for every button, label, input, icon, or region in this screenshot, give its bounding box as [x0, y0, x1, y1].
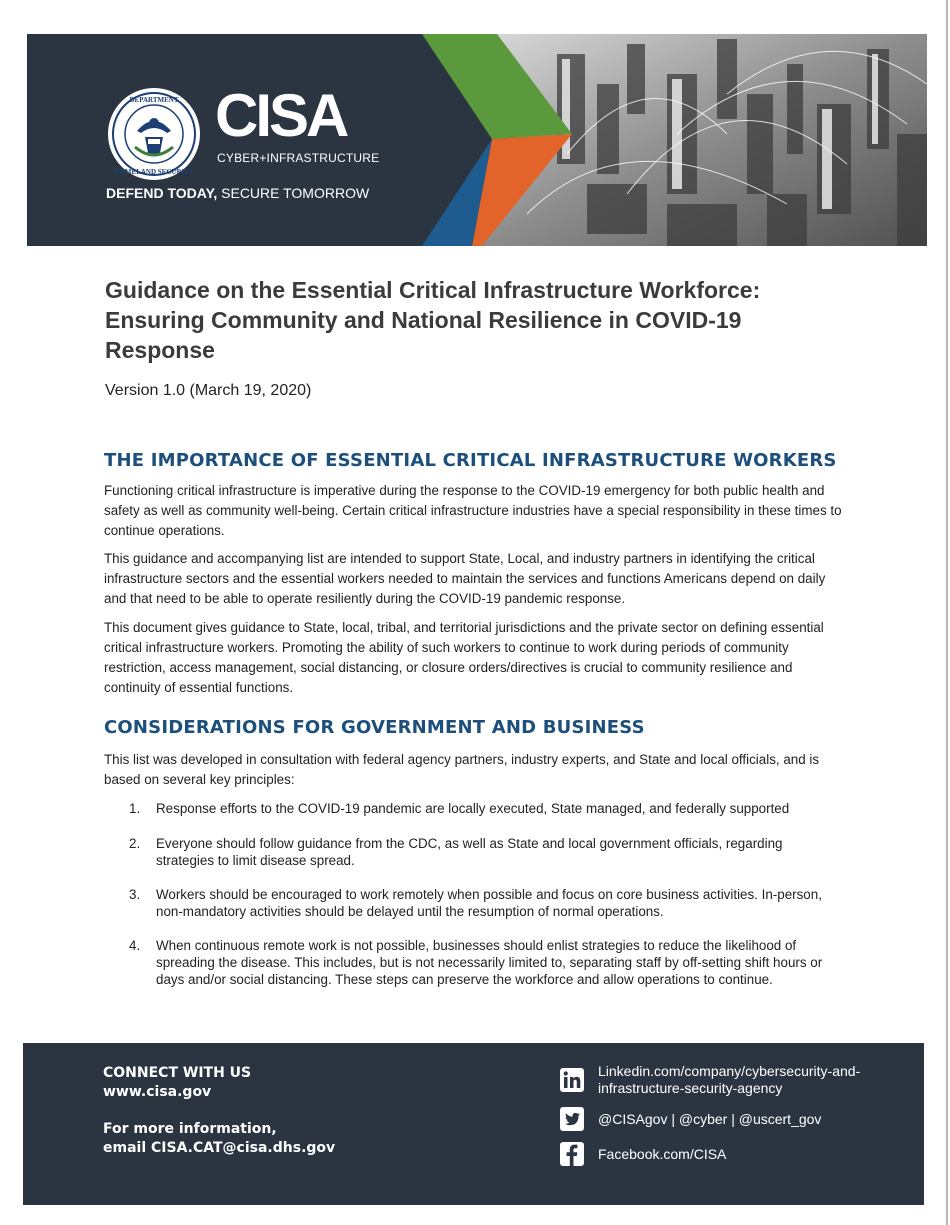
more-info-label: For more information,	[103, 1121, 277, 1137]
section-heading-considerations: CONSIDERATIONS FOR GOVERNMENT AND BUSINESS	[104, 717, 645, 738]
svg-text:DEPARTMENT: DEPARTMENT	[129, 96, 179, 104]
list-item-text: When continuous remote work is not possible, businesses should enlist strategies to reduce the likelihood of spreading the disease. This includes, but is not necessarily limited to, separating staff by off-setting shift hours or days and/or social distancing. These steps can preserve the workforce and allow operations to continue.	[156, 938, 823, 987]
scan-edge-line	[946, 0, 948, 1225]
twitter-icon[interactable]	[560, 1107, 584, 1131]
facebook-icon[interactable]	[560, 1142, 584, 1166]
cisa-logo-wordmark: CISA	[215, 82, 347, 149]
paragraph: Functioning critical infrastructure is imperative during the response to the COVID-19 emergency for both public health and safety as well as community well-being. Certain critical infrastructure industries have a special responsibility in these times to continue operations.	[104, 483, 842, 538]
list-item-number: 2.	[129, 836, 141, 851]
email-link[interactable]: email CISA.CAT@cisa.dhs.gov	[103, 1140, 336, 1156]
list-item-text: Everyone should follow guidance from the CDC, as well as State and local government officials, regarding strategies to limit disease spread.	[156, 836, 783, 868]
tagline-bold: DEFEND TODAY,	[106, 185, 218, 201]
list-item-number: 1.	[129, 801, 141, 816]
twitter-handles[interactable]: @CISAgov | @cyber | @uscert_gov	[598, 1111, 822, 1127]
facebook-link[interactable]: Facebook.com/CISA	[598, 1146, 727, 1162]
footer-banner	[23, 1043, 924, 1205]
list-item-number: 3.	[129, 887, 141, 902]
linkedin-icon[interactable]	[560, 1068, 584, 1092]
paragraph: This document gives guidance to State, local, tribal, and territorial jurisdictions and the private sector on defining essential critical infrastructure workers. Promoting the ability of such workers to continue to work during periods of community restriction, access management, social distancing, or closure orders/directives is crucial to community resilience and continuity of essential functions.	[104, 620, 824, 695]
svg-text:HOMELAND SECURITY: HOMELAND SECURITY	[114, 168, 194, 176]
list-item-text: Response efforts to the COVID-19 pandemic are locally executed, State managed, and federally supported	[156, 801, 790, 816]
header-banner	[27, 34, 927, 246]
website-link[interactable]: www.cisa.gov	[103, 1084, 212, 1100]
connect-label: CONNECT WITH US	[103, 1065, 252, 1081]
document-version: Version 1.0 (March 19, 2020)	[105, 382, 312, 399]
list-item-text: Workers should be encouraged to work remotely when possible and focus on core business activities. In-person, non-mandatory activities should be delayed until the resumption of normal operations.	[156, 887, 822, 919]
tagline	[106, 185, 369, 201]
cisa-logo-subtitle: CYBER+INFRASTRUCTURE	[217, 151, 380, 165]
paragraph: This list was developed in consultation with federal agency partners, industry experts, and State and local officials, and is based on several key principles:	[104, 752, 820, 787]
dhs-seal-logo	[107, 87, 201, 181]
list-item-number: 4.	[129, 938, 141, 953]
tagline-rest: SECURE TOMORROW	[221, 185, 370, 201]
linkedin-link[interactable]: Linkedin.com/company/cybersecurity-and-infrastructure-security-agency	[598, 1063, 861, 1096]
paragraph: This guidance and accompanying list are intended to support State, Local, and industry partners in identifying the critical infrastructure sectors and the essential workers needed to maintain the services and functions Americans depend on daily and that need to be able to operate resiliently during the COVID-19 pandemic response.	[104, 551, 826, 606]
document-title: Guidance on the Essential Critical Infrastructure Workforce: Ensuring Community and National Resilience in COVID-19 Response	[105, 277, 761, 363]
section-heading-importance: THE IMPORTANCE OF ESSENTIAL CRITICAL INFRASTRUCTURE WORKERS	[104, 450, 837, 471]
